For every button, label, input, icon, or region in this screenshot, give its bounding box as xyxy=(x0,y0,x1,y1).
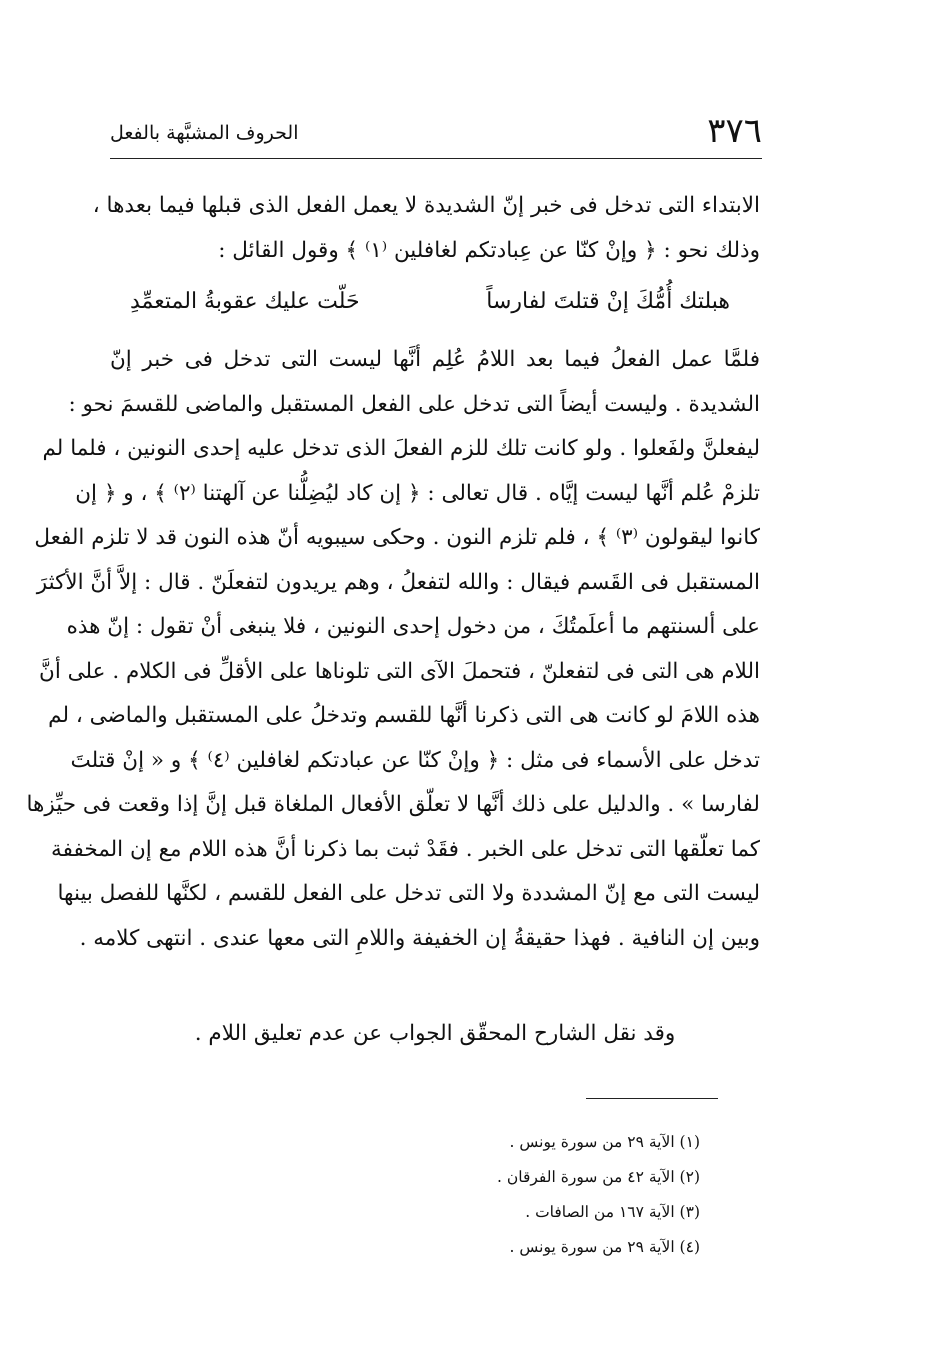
verse-first-hemistich: هبلتك أُمُّكَ إنْ قتلتَ لفارساً xyxy=(486,289,730,314)
text-line: لفارسا » . والدليل على ذلك أنَّها لا تعلّق الأفعال الملغاة قبل إنَّ إذا وقعت فى حيِّزها xyxy=(26,792,760,817)
text-line: هذه اللامَ لو كانت هى التى ذكرنا أنَّها للقسم وتدخلُ على المستقبل والماضى ، لم xyxy=(48,703,760,728)
section-title: الحروف المشبَّهة بالفعل xyxy=(110,122,299,144)
text-line: على ألسنتهم ما أعلَمتُكَ ، من دخول إحدى النونين ، فلا ينبغى أنْ تقول : إنّ هذه xyxy=(66,614,760,639)
text-line: كما تعلّقها التى تدخل على الخبر . فقَدْ ثبت بما ذكرنا أنَّ هذه اللام مع إن المخففة xyxy=(51,836,760,862)
running-head xyxy=(110,108,762,159)
footnote: (٤) الآية ٢٩ من سورة يونس . xyxy=(509,1238,700,1256)
verse-second-hemistich: حَلّت عليك عقوبةُ المتعمِّدِ xyxy=(130,289,360,314)
text-line: الابتداء التى تدخل فى خبر إنّ الشديدة لا يعمل الفعل الذى قبلها فيما بعدها ، xyxy=(92,193,760,218)
text-line: تدخل على الأسماء فى مثل : ﴿ وإنْ كنّا عن عبادتكم لغافلين ⁽٤⁾ ﴾ و « إنْ قتلتَ xyxy=(70,747,760,773)
closing-line: وقد نقل الشارح المحقّق الجواب عن عدم تعليق اللام . xyxy=(194,1021,676,1046)
text-line: كانوا ليقولون ⁽٣⁾ ﴾ ، فلم تلزم النون . وحكى سيبويه أنّ هذه النون قد لا تلزم الفعل xyxy=(34,525,760,550)
paragraph-1 xyxy=(92,184,760,273)
text-line: الشديدة . وليست أيضاً التى تدخل على الفعل المستقبل والماضى للقسمَ نحو : xyxy=(68,391,760,417)
text-line: وبين إن النافية . فهذا حقيقةُ إن الخفيفة واللامِ التى معها عندى . انتهى كلامه . xyxy=(79,925,760,951)
page-number: ٣٧٦ xyxy=(707,111,762,151)
footnote-divider xyxy=(586,1098,718,1099)
footnote: (٢) الآية ٤٢ من سورة الفرقان . xyxy=(497,1168,700,1186)
text-line: فلمَّا عمل الفعلُ فيما بعد اللامُ عُلِم أنَّها ليست التى تدخل فى خبر إنّ xyxy=(110,347,760,372)
text-line: اللام هى التى فى لتفعلنّ ، فتحملَ الآى التى تلوناها على الأقلِّ فى الكلام . على أنَّ xyxy=(39,658,760,684)
paragraph-2 xyxy=(26,338,760,961)
text-line: ليست التى مع إنّ المشددة ولا التى تدخل على الفعل للقسم ، لكنَّها للفصل بينها xyxy=(57,881,760,906)
footnotes xyxy=(400,1125,700,1265)
footnote: (١) الآية ٢٩ من سورة يونس . xyxy=(509,1133,700,1151)
footnote: (٣) الآية ١٦٧ من الصافات . xyxy=(525,1203,700,1221)
text-line: ليفعلنَّ ولفَعلوا . ولو كانت تلك للزم الفعلَ الذى تدخل عليه إحدى النونين ، فلما لم xyxy=(42,436,760,461)
poetry-verse xyxy=(130,280,730,324)
text-line: وذلك نحو : ﴿ وإنْ كنّا عن عِبادتكم لغافلين ⁽١⁾ ﴾ وقول القائل : xyxy=(218,237,760,263)
text-line: تلزمْ عُلم أنَّها ليست إيَّاه . قال تعالى : ﴿ إن كاد ليُضِلُّنا عن آلهتنا ⁽٢⁾ ﴾ ، و ﴿ إن xyxy=(75,480,760,506)
text-line: المستقبل فى القَسم فيقال : والله لتفعلُ ، وهم يريدون لتفعلَنّ . قال : إلاَّ أنَّ الأكثرَ xyxy=(36,569,760,595)
